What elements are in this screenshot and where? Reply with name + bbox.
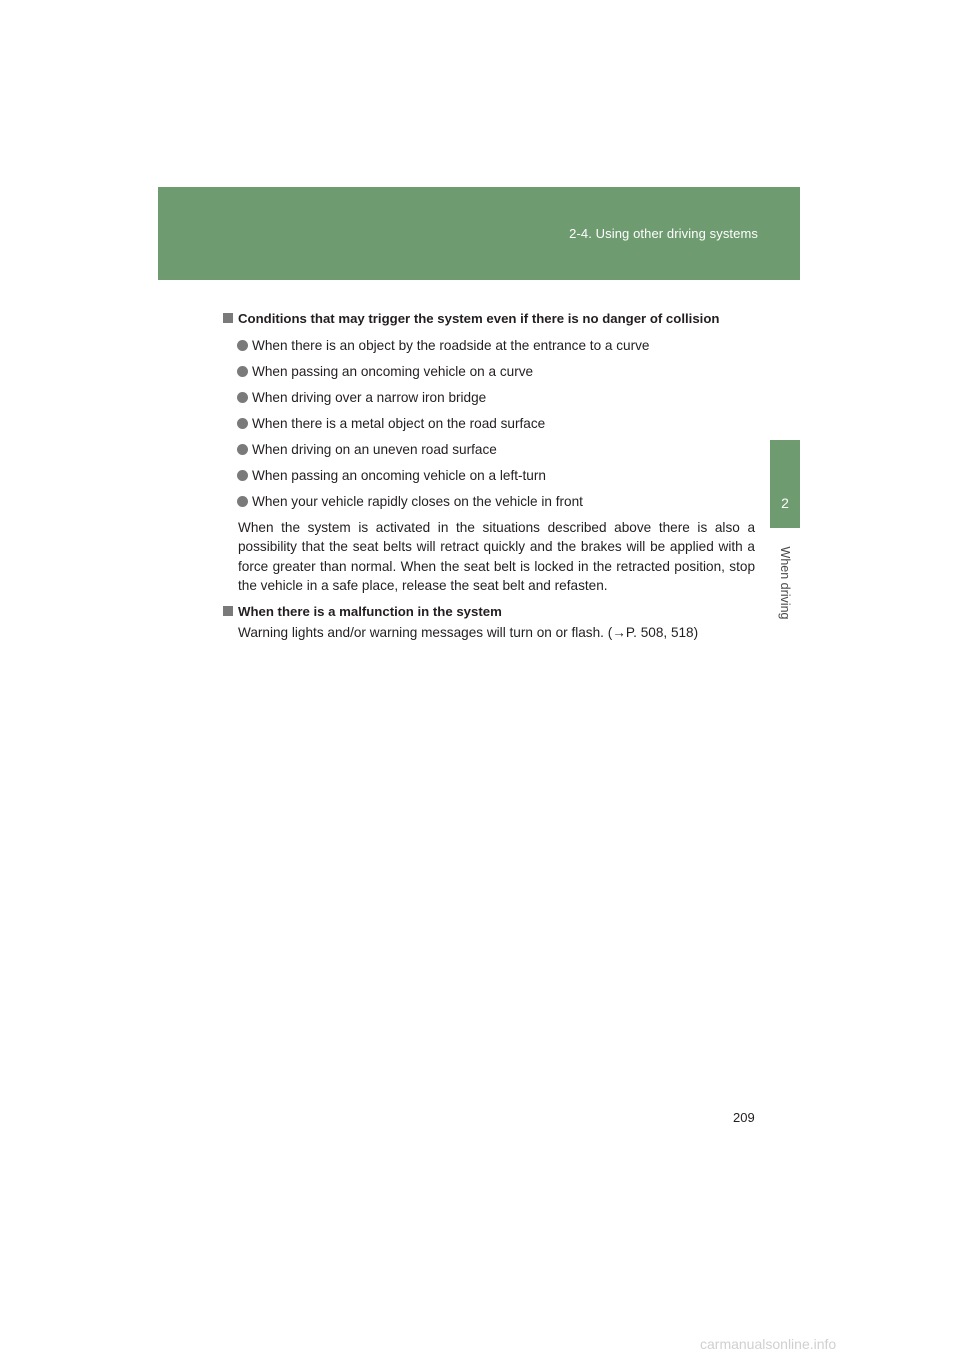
activation-paragraph: When the system is activated in the situations described above there is also a possibility that the seat belts will retract quickly and the brakes will be applied with a force greater than normal. When the seat belt is locked in the retracted position, stop the vehicle in a safe place, release the seat belt and refasten.	[238, 519, 755, 593]
main-content	[223, 309, 755, 643]
square-bullet-icon	[223, 313, 233, 323]
chapter-label: When driving	[778, 546, 792, 620]
subheading-malfunction	[223, 602, 755, 622]
chapter-number: 2	[781, 495, 789, 511]
list-item	[223, 466, 755, 486]
list-item-text: When passing an oncoming vehicle on a curve	[252, 363, 534, 379]
list-item-text: When passing an oncoming vehicle on a left-turn	[252, 467, 546, 483]
circle-bullet-icon	[237, 366, 248, 377]
chapter-label-wrap	[767, 538, 803, 628]
list-item-text: When there is a metal object on the road surface	[252, 415, 546, 431]
list-item-text: When driving on an uneven road surface	[252, 441, 497, 457]
circle-bullet-icon	[237, 392, 248, 403]
list-item	[223, 440, 755, 460]
conditions-list	[223, 336, 755, 512]
list-item-text: When there is an object by the roadside at the entrance to a curve	[252, 337, 650, 353]
page-number: 209	[733, 1110, 755, 1125]
subheading-conditions-text: Conditions that may trigger the system even if there is no danger of collision	[238, 311, 720, 326]
header-band	[158, 187, 800, 280]
list-item	[223, 336, 755, 356]
circle-bullet-icon	[237, 496, 248, 507]
list-item-text: When driving over a narrow iron bridge	[252, 389, 487, 405]
watermark: carmanualsonline.info	[700, 1336, 837, 1352]
circle-bullet-icon	[237, 444, 248, 455]
circle-bullet-icon	[237, 418, 248, 429]
section-title: 2-4. Using other driving systems	[569, 226, 758, 241]
list-item	[223, 492, 755, 512]
subheading-malfunction-text: When there is a malfunction in the system	[238, 603, 502, 619]
subheading-conditions	[223, 309, 755, 329]
list-item-text: When your vehicle rapidly closes on the vehicle in front	[252, 493, 583, 509]
list-item	[223, 388, 755, 408]
malfunction-paragraph: Warning lights and/or warning messages will turn on or flash. (→P. 508, 518)	[238, 625, 699, 640]
square-bullet-icon	[223, 606, 233, 616]
chapter-tab	[770, 440, 800, 528]
list-item	[223, 362, 755, 382]
circle-bullet-icon	[237, 470, 248, 481]
circle-bullet-icon	[237, 340, 248, 351]
list-item	[223, 414, 755, 434]
